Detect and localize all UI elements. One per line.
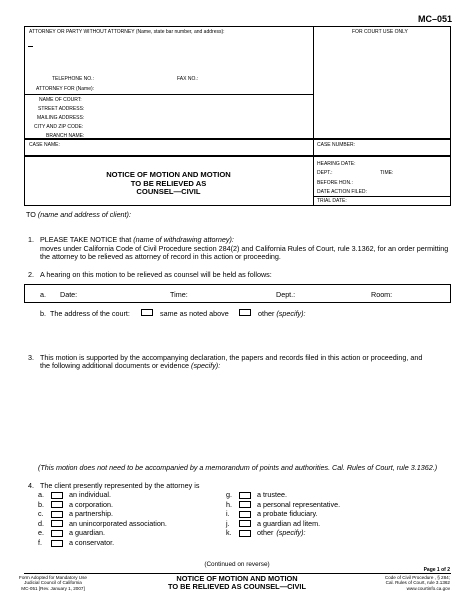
item1-lead-text: PLEASE TAKE NOTICE that xyxy=(40,235,132,244)
client-type-label: a guardian ad litem. xyxy=(257,518,321,528)
item2-number: 2. xyxy=(28,270,34,279)
other-address-text: other xyxy=(258,309,275,318)
client-type-letter: i. xyxy=(226,509,230,519)
attorney-name-field[interactable] xyxy=(36,37,310,77)
withdrawing-attorney-field[interactable] xyxy=(228,235,448,243)
client-type-option xyxy=(226,519,320,528)
branch-label: BRANCH NAME: xyxy=(46,133,85,139)
case-name-label: CASE NAME: xyxy=(29,142,60,148)
footer-left xyxy=(18,575,88,591)
client-type-option xyxy=(38,509,113,518)
fax-field[interactable] xyxy=(200,75,300,83)
item1-lead xyxy=(40,235,234,244)
to-line xyxy=(26,210,131,219)
item3-number: 3. xyxy=(28,353,34,362)
client-type-letter: f. xyxy=(38,538,42,547)
item2-text: A hearing on this motion to be relieved as counsel will be held as follows: xyxy=(40,270,272,279)
client-type-label: other xyxy=(257,528,274,538)
case-number-field[interactable] xyxy=(317,148,445,156)
client-type-option xyxy=(38,519,167,528)
same-as-noted-checkbox[interactable] xyxy=(141,309,153,316)
item2-room-label: Room: xyxy=(371,290,393,299)
item3-line2 xyxy=(40,361,220,370)
hearing-date-input[interactable] xyxy=(82,290,162,298)
item1-line3: the attorney to be relieved as attorney of record in this action or proceeding. xyxy=(40,252,281,261)
mailing-label: MAILING ADDRESS: xyxy=(37,115,85,121)
footer-right xyxy=(350,575,450,591)
before-hon-label: BEFORE HON.: xyxy=(317,180,353,186)
item3-line1: This motion is supported by the accompanying declaration, the papers and records filed in this action or proceeding, and xyxy=(40,353,423,362)
footer-title-1: NOTICE OF MOTION AND MOTION xyxy=(176,574,298,583)
client-type-label: a corporation. xyxy=(69,499,113,509)
date-action-filed-label: DATE ACTION FILED: xyxy=(317,189,367,195)
fax-label: FAX NO.: xyxy=(177,76,199,82)
client-type-option xyxy=(226,500,340,509)
to-italic: (name and address of client): xyxy=(37,210,131,219)
footer-left-2: Judicial Council of California xyxy=(24,580,82,586)
court-name-label: NAME OF COURT: xyxy=(39,97,82,103)
footer-right-1: Code of Civil Procedure , § 284; xyxy=(384,575,450,580)
attorney-for-field[interactable] xyxy=(96,85,296,93)
footer-left-1: Form Adopted for Mandatory Use xyxy=(19,575,87,580)
hearing-room-input[interactable] xyxy=(393,290,443,298)
additional-evidence-field[interactable] xyxy=(40,372,449,462)
client-type-checkbox[interactable] xyxy=(51,540,63,547)
client-type-checkbox[interactable] xyxy=(51,492,63,499)
item4-text: The client presently represented by the attorney is xyxy=(40,481,200,490)
footer-left-3: MC-051 [Rev. January 1, 2007] xyxy=(21,585,85,591)
client-type-letter: c. xyxy=(38,509,44,519)
client-type-label: an individual. xyxy=(69,490,111,499)
street-label: STREET ADDRESS: xyxy=(38,106,85,112)
other-client-input[interactable] xyxy=(308,529,443,537)
client-type-label: a personal representative. xyxy=(257,499,341,509)
other-address-specify: (specify): xyxy=(276,309,306,318)
item2-date-label: Date: xyxy=(60,290,78,299)
client-type-letter: a. xyxy=(38,490,44,499)
client-type-checkbox[interactable] xyxy=(239,520,251,527)
trial-date-label: TRIAL DATE: xyxy=(317,198,347,204)
client-type-checkbox[interactable] xyxy=(51,501,63,508)
client-type-checkbox[interactable] xyxy=(51,530,63,537)
city-zip-label: CITY AND ZIP CODE: xyxy=(34,124,84,130)
client-type-label: a probate fiduciary. xyxy=(257,509,318,519)
hearing-date-label: HEARING DATE: xyxy=(317,161,356,167)
footer-title-2: TO BE RELIEVED AS COUNSEL—CIVIL xyxy=(168,582,306,592)
client-type-label: an unincorporated association. xyxy=(69,518,167,528)
form-title xyxy=(24,171,313,197)
other-address-input[interactable] xyxy=(306,309,446,317)
same-as-noted-label: same as noted above xyxy=(160,309,229,318)
item2-b-text: The address of the court: xyxy=(50,309,130,318)
client-type-option xyxy=(38,490,111,499)
title-line-3: COUNSEL—CIVIL xyxy=(136,187,201,197)
client-name-field[interactable] xyxy=(118,210,448,218)
client-type-letter: d. xyxy=(38,518,44,528)
client-type-checkbox[interactable] xyxy=(51,511,63,518)
client-type-letter: j. xyxy=(226,518,230,528)
case-name-field[interactable] xyxy=(29,148,309,156)
client-type-checkbox[interactable] xyxy=(239,501,251,508)
client-type-label: a guardian. xyxy=(69,528,105,538)
title-line-1: NOTICE OF MOTION AND MOTION xyxy=(106,170,231,179)
client-type-checkbox[interactable] xyxy=(239,492,251,499)
client-type-option xyxy=(38,538,114,547)
hearing-time-input[interactable] xyxy=(190,290,270,298)
client-type-option xyxy=(38,528,105,537)
client-type-label: a trustee. xyxy=(257,490,287,499)
attorney-for-label: ATTORNEY FOR (Name): xyxy=(36,86,95,92)
other-address-label xyxy=(258,309,306,318)
item4-number: 4. xyxy=(28,481,34,490)
continued-note: (Continued on reverse) xyxy=(204,561,270,568)
client-type-letter: k. xyxy=(226,528,232,538)
client-type-letter: e. xyxy=(38,528,44,538)
memo-note: (This motion does not need to be accompanied by a memorandum of points and authorities. Cal. Rules of Court, rule 3.1362.) xyxy=(38,463,438,472)
court-use-label: FOR COURT USE ONLY xyxy=(352,29,408,35)
time-label: TIME: xyxy=(380,170,394,176)
item3-specify: (specify): xyxy=(191,361,221,370)
item3-line2-text: the following additional documents or evidence xyxy=(40,361,190,370)
form-number: MC–051 xyxy=(417,14,452,24)
other-client-specify: (specify): xyxy=(276,528,306,538)
client-type-option xyxy=(226,528,306,537)
dept-label: DEPT.: xyxy=(317,170,333,176)
mailing-field[interactable] xyxy=(86,114,306,122)
item2-time-label: Time: xyxy=(170,290,188,299)
client-type-letter: b. xyxy=(38,499,44,509)
item1-line2: moves under California Code of Civil Procedure section 284(2) and California Rules of Court, rule 3.1362, for an order permitting xyxy=(40,244,449,253)
footer-right-3: www.courtinfo.ca.gov xyxy=(406,585,450,591)
client-type-option xyxy=(226,509,318,518)
item1-number: 1. xyxy=(28,235,34,244)
client-type-checkbox[interactable] xyxy=(239,530,251,537)
client-type-label: a conservator. xyxy=(69,538,115,547)
other-address-checkbox[interactable] xyxy=(239,309,251,316)
to-prefix: TO xyxy=(26,210,36,219)
page-number: Page 1 of 2 xyxy=(423,567,450,573)
client-type-option xyxy=(38,500,113,509)
client-type-option xyxy=(226,490,287,499)
item2-dept-label: Dept.: xyxy=(276,290,296,299)
telephone-label: TELEPHONE NO.: xyxy=(52,76,94,82)
item2-a-label: a. xyxy=(40,290,46,299)
city-zip-field[interactable] xyxy=(86,123,306,131)
item2-b-label: b. xyxy=(40,309,46,318)
client-type-checkbox[interactable] xyxy=(239,511,251,518)
hearing-dept-input[interactable] xyxy=(298,290,363,298)
court-name-field[interactable] xyxy=(86,96,306,104)
client-type-letter: h. xyxy=(226,499,232,509)
footer-right-2: Cal. Rules of Court, rule 3.1362 xyxy=(385,580,450,586)
telephone-field[interactable] xyxy=(96,75,166,83)
case-number-label: CASE NUMBER: xyxy=(317,142,356,148)
client-type-label: a partnership. xyxy=(69,509,113,519)
title-line-2: TO BE RELIEVED AS xyxy=(130,178,207,188)
street-field[interactable] xyxy=(86,105,306,113)
client-type-letter: g. xyxy=(226,490,232,499)
footer-title xyxy=(100,575,374,591)
client-type-checkbox[interactable] xyxy=(51,520,63,527)
item1-italic: (name of withdrawing attorney): xyxy=(133,235,234,244)
attorney-label: ATTORNEY OR PARTY WITHOUT ATTORNEY (Name, state bar number, and address): xyxy=(29,29,225,35)
